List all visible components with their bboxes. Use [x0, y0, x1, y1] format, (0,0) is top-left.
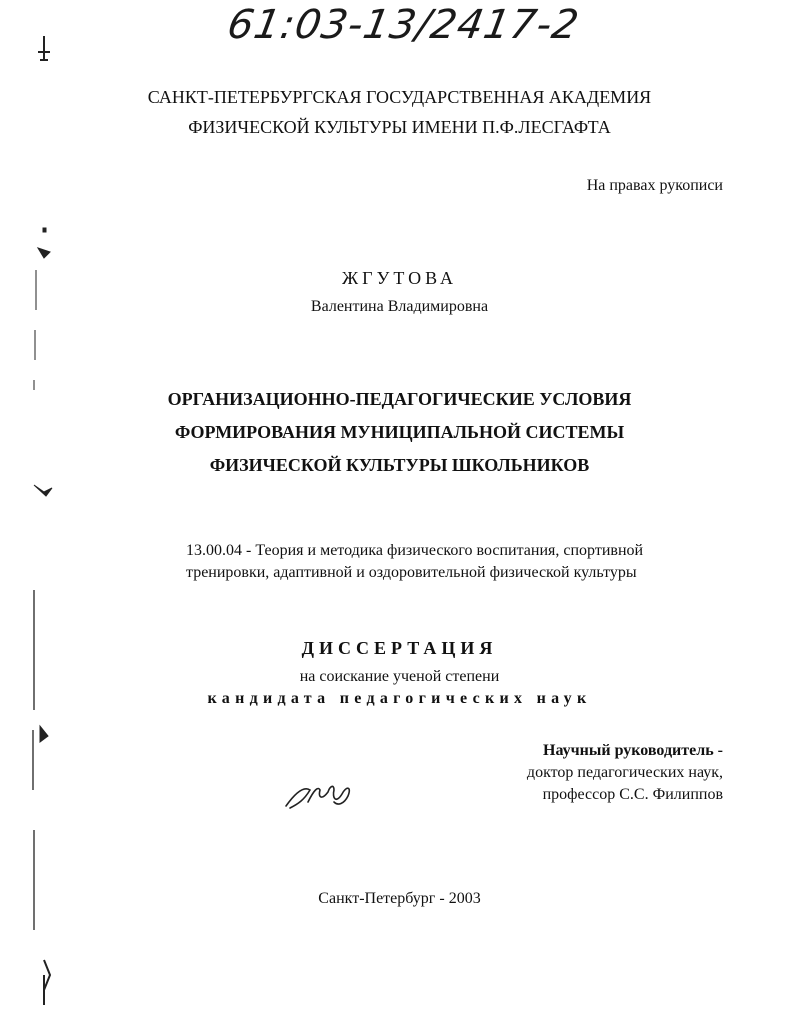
rights-note: На правах рукописи: [586, 177, 723, 194]
author-given-names: Валентина Владимировна: [310, 298, 489, 315]
thesis-title-line-1: ОРГАНИЗАЦИОННО-ПЕДАГОГИЧЕСКИЕ УСЛОВИЯ: [167, 389, 632, 409]
thesis-title-line-3: ФИЗИЧЕСКОЙ КУЛЬТУРЫ ШКОЛЬНИКОВ: [209, 455, 590, 475]
thesis-title-line-2: ФОРМИРОВАНИЯ МУНИЦИПАЛЬНОЙ СИСТЕМЫ: [174, 422, 625, 442]
author-surname: ЖГУТОВА: [342, 268, 457, 288]
specialty-line-2: тренировки, адаптивной и оздоровительной физической культуры: [186, 564, 637, 581]
handwritten-archive-number: 61:03-13/2417-2: [223, 2, 583, 48]
degree-line-1: на соискание ученой степени: [299, 668, 500, 685]
institution-line-2: ФИЗИЧЕСКОЙ КУЛЬТУРЫ ИМЕНИ П.Ф.ЛЕСГАФТА: [188, 117, 611, 137]
city-year: Санкт-Петербург - 2003: [318, 890, 481, 907]
supervisor-line-2: доктор педагогических наук,: [526, 764, 723, 781]
institution-line-1: САНКТ-ПЕТЕРБУРГСКАЯ ГОСУДАРСТВЕННАЯ АКАДЕМИЯ: [147, 87, 652, 107]
document-type: ДИССЕРТАЦИЯ: [301, 638, 498, 658]
degree-line-2: кандидата педагогических наук: [207, 690, 592, 707]
scan-margin-artifacts: [30, 30, 60, 1030]
supervisor-line-1: Научный руководитель -: [543, 742, 723, 759]
supervisor-line-3: профессор С.С. Филиппов: [542, 786, 723, 803]
signature: [282, 778, 362, 814]
specialty-line-1: 13.00.04 - Теория и методика физического воспитания, спортивной: [186, 542, 644, 559]
